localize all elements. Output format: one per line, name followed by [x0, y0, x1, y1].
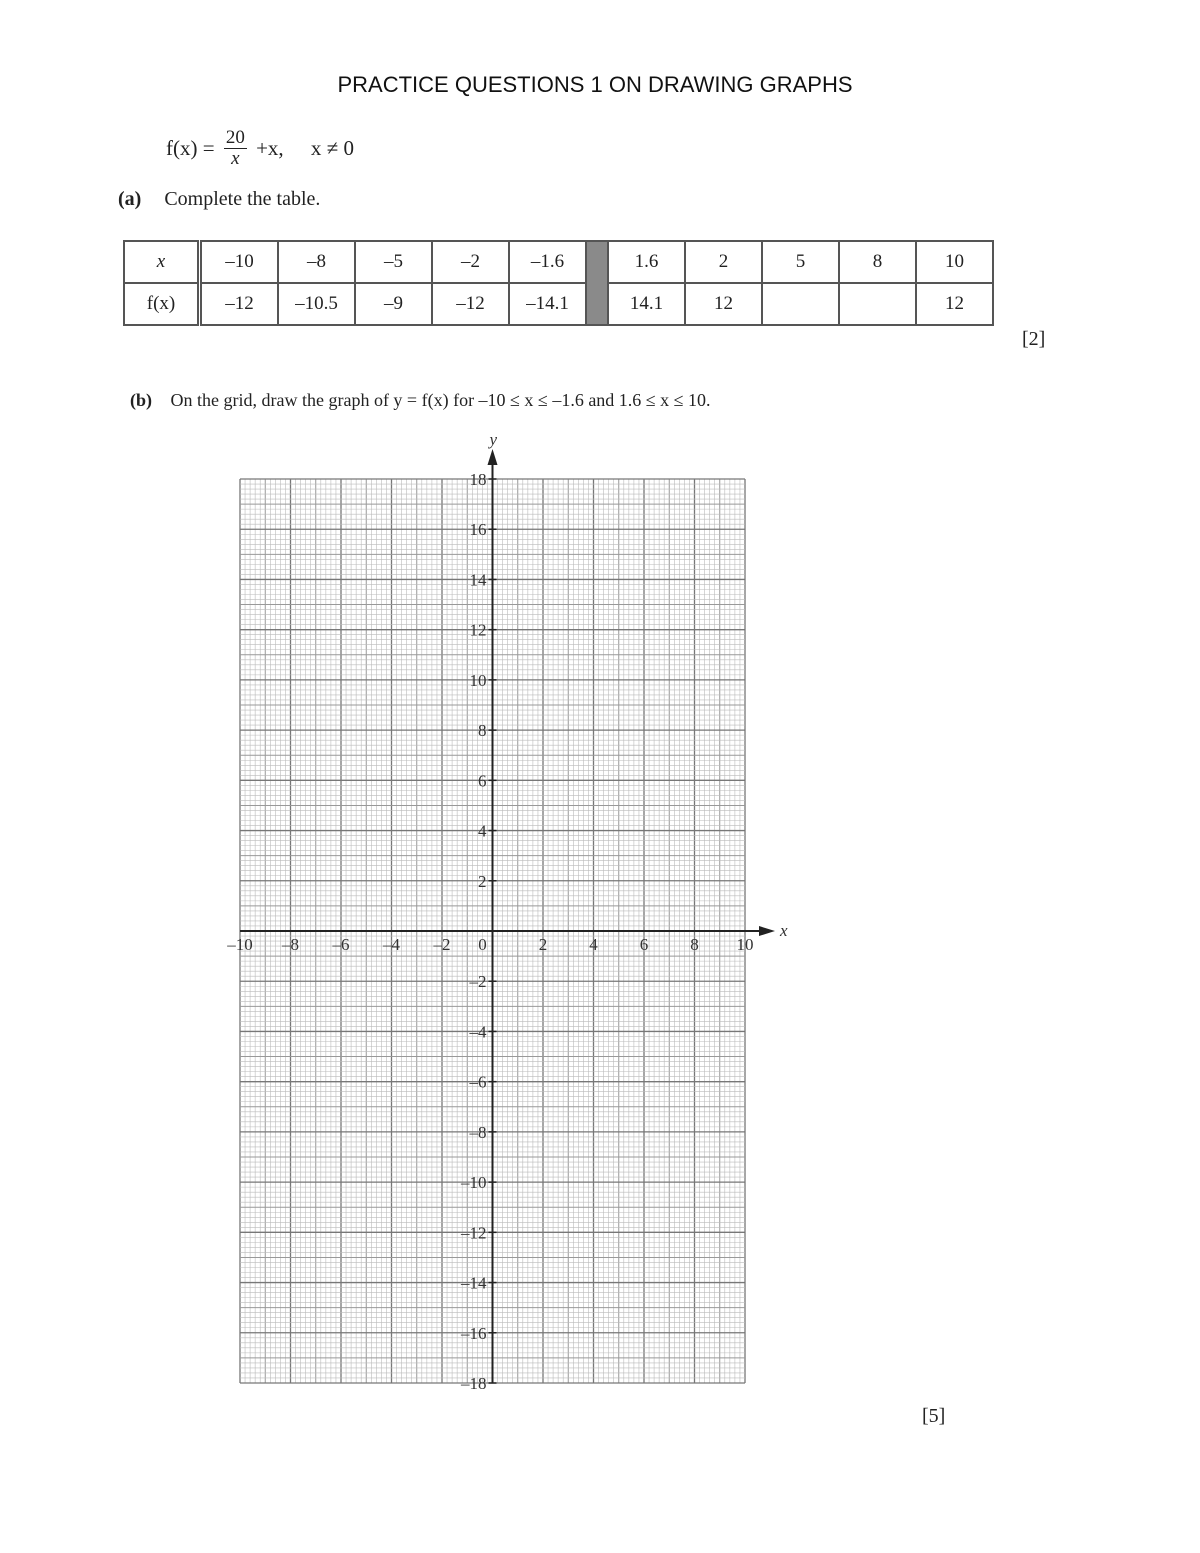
y-tick-label: 8 [478, 721, 487, 741]
table-row-x [124, 241, 993, 283]
x-tick-label: –4 [383, 935, 400, 954]
table-cell-x: 10 [916, 241, 993, 283]
x-tick-label: 10 [736, 935, 754, 954]
y-tick-label: –12 [461, 1223, 487, 1243]
page-title: PRACTICE QUESTIONS 1 ON DRAWING GRAPHS [337, 72, 853, 97]
part-a-marks: [2] [1022, 328, 1046, 350]
formula-plus-x: +x, [256, 135, 284, 160]
y-axis-label: y [489, 430, 498, 449]
table-cell-x: –2 [432, 241, 509, 283]
table-row-fx [124, 283, 993, 325]
table-header-x: x [124, 241, 200, 283]
table-cell-x: 5 [762, 241, 839, 283]
table-gap-column [586, 241, 608, 325]
table-cell-fx: 12 [916, 283, 993, 325]
x-tick-label: –6 [332, 935, 350, 954]
y-tick-label: 10 [469, 670, 487, 690]
table-cell-x: –8 [278, 241, 355, 283]
y-tick-label: –10 [461, 1173, 487, 1193]
formula-rhs [256, 136, 354, 161]
part-b-text: On the grid, draw the graph of y = f(x) for –10 ≤ x ≤ –1.6 and 1.6 ≤ x ≤ 10. [170, 390, 711, 410]
y-tick-label: –4 [469, 1022, 487, 1042]
table-cell-x: –1.6 [509, 241, 586, 283]
x-tick-label: –2 [433, 935, 451, 954]
y-tick-label: –18 [461, 1374, 487, 1393]
table-cell-fx: –9 [355, 283, 432, 325]
y-tick-label: 4 [478, 821, 487, 841]
y-tick-label: 2 [478, 871, 487, 891]
y-tick-label: 12 [469, 620, 487, 640]
y-tick-label: –2 [469, 972, 487, 992]
table-cell-x: 2 [685, 241, 762, 283]
graph-grid[interactable] [200, 425, 820, 1405]
x-tick-label: 2 [538, 935, 548, 954]
x-tick-label: –10 [227, 935, 253, 954]
x-tick-label: 8 [690, 935, 699, 954]
y-tick-label: –6 [469, 1072, 487, 1092]
table-cell-fx: –12 [432, 283, 509, 325]
function-formula [166, 128, 354, 172]
x-tick-label: 4 [589, 935, 598, 954]
formula-lhs: f(x) = [166, 135, 215, 160]
x-axis-label: x [780, 921, 788, 940]
part-b-instruction [130, 390, 711, 411]
part-a-instruction [118, 188, 320, 211]
value-table [123, 240, 994, 326]
table-cell-x: –5 [355, 241, 432, 283]
formula-numerator: 20 [225, 127, 245, 148]
part-a-label: (a) [118, 188, 142, 210]
formula-denominator: x [231, 148, 240, 169]
part-b-marks: [5] [922, 1405, 946, 1427]
part-b-label: (b) [130, 390, 152, 410]
y-tick-label: –8 [469, 1122, 487, 1142]
y-axis-arrow-icon [488, 449, 498, 465]
table-header-fx: f(x) [124, 283, 200, 325]
table-cell-x: 1.6 [608, 241, 685, 283]
table-cell-x: –10 [200, 241, 279, 283]
table-cell-x: 8 [839, 241, 916, 283]
table-cell-fx: 12 [685, 283, 762, 325]
table-cell-fx: 14.1 [608, 283, 685, 325]
x-axis-arrow-icon [759, 926, 775, 936]
y-tick-label: 18 [469, 470, 487, 489]
x-tick-label: 6 [639, 935, 649, 954]
table-cell-fx-blank[interactable] [762, 283, 839, 325]
y-tick-label: 16 [469, 520, 487, 540]
table-cell-fx: –14.1 [509, 283, 586, 325]
y-tick-label: 6 [478, 771, 487, 791]
table-cell-fx-blank[interactable] [839, 283, 916, 325]
formula-condition: x ≠ 0 [310, 135, 354, 160]
y-tick-label: –14 [461, 1273, 487, 1293]
table-cell-fx: –12 [200, 283, 279, 325]
formula-fraction [224, 128, 247, 168]
x-tick-label: –8 [282, 935, 299, 954]
table-cell-fx: –10.5 [278, 283, 355, 325]
y-tick-label: 14 [469, 570, 487, 590]
y-tick-label: –16 [461, 1323, 487, 1343]
part-a-text: Complete the table. [164, 188, 321, 210]
x-tick-label: 0 [478, 935, 487, 954]
